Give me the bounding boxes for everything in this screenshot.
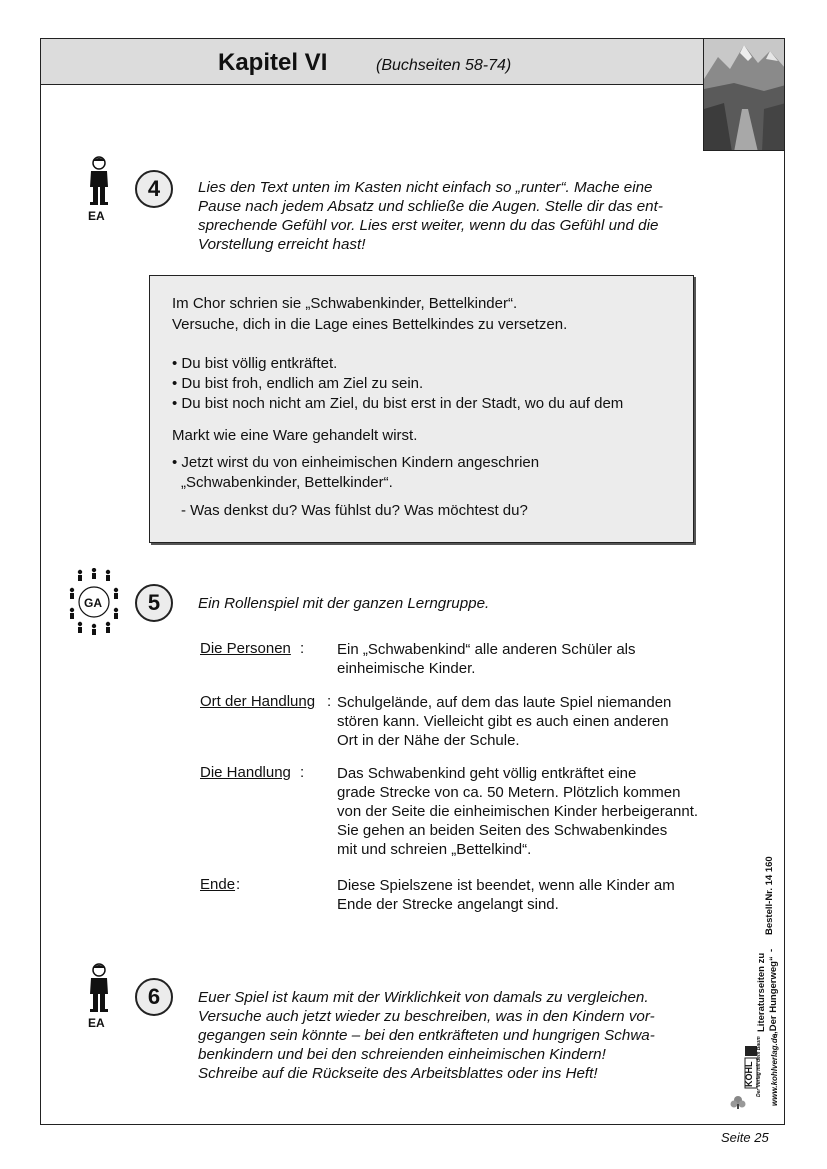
single-work-icon (86, 156, 112, 211)
row-label-handlung: Die Handlung (200, 764, 291, 781)
box-bullet-4-cont: „Schwabenkinder, Bettelkinder“. (181, 474, 393, 491)
box-questions: - Was denkst du? Was fühlst du? Was möchtest du? (181, 502, 528, 519)
task-number-6: 6 (135, 978, 173, 1016)
row-colon: : (300, 640, 305, 657)
row-text-personen: Ein „Schwabenkind“ alle anderen Schüler als einheimische Kinder. (337, 641, 636, 677)
row-label-ort: Ort der Handlung (200, 693, 316, 710)
row-text-ort: Schulgelände, auf dem das laute Spiel niemanden stören kann. Vielleicht gibt es auch einen anderen Ort in der Nähe der Schule. (337, 694, 672, 749)
box-bullet-3-cont: Markt wie eine Ware gehandelt wirst. (172, 427, 418, 444)
box-bullet-3: • Du bist noch nicht am Ziel, du bist erst in der Stadt, wo du auf dem (172, 395, 624, 412)
box-intro-2: Versuche, dich in die Lage eines Bettelkindes zu versetzen. (172, 316, 568, 333)
title-bar (40, 38, 704, 85)
row-label-personen: Die Personen (200, 640, 291, 657)
publisher-url: www.kohlverlag.de (770, 1033, 779, 1106)
task-number-5: 5 (135, 584, 173, 622)
box-bullet-1: • Du bist völlig entkräftet. (172, 355, 338, 372)
ea-badge: EA (88, 209, 105, 223)
row-colon: : (327, 693, 332, 710)
single-work-icon (86, 963, 112, 1018)
row-colon: : (236, 876, 241, 893)
sidebar-title-1: Literaturseiten zu (756, 952, 767, 1032)
row-label-ende: Ende (200, 876, 236, 893)
sidebar-title-2: „Der Hungerweg“ (768, 956, 779, 1036)
row-text-ende: Diese Spielszene ist beendet, wenn alle Kinder am Ende der Strecke angelangt sind. (337, 877, 675, 913)
task5-intro: Ein Rollenspiel mit der ganzen Lerngruppe. (198, 595, 490, 612)
task4-instruction: Lies den Text unten im Kasten nicht einfach so „runter“. Mache eine Pause nach jedem Absatz und schließe die Augen. Stelle dir das ent- sprechende Gefühl vor. Lies erst weiter, wenn du das Gefühl und die Vorstellung erreicht hast! (198, 179, 663, 253)
chapter-subtitle: (Buchseiten 58-74) (376, 57, 512, 74)
mountain-photo (703, 38, 785, 151)
row-text-handlung: Das Schwabenkind geht völlig entkräftet eine grade Strecke von ca. 50 Metern. Plötzlich kommen von der Seite die einheimischen Kinder herbeigerannt. Sie gehen an beiden Seiten des Schwabenkindes mit und schreien „Bettelkind“. (337, 765, 699, 858)
ga-badge: GA (84, 596, 102, 610)
box-bullet-2: • Du bist froh, endlich am Ziel zu sein. (172, 375, 424, 392)
ea-badge: EA (88, 1016, 105, 1030)
page-number: Seite 25 (721, 1130, 769, 1145)
task-number-4: 4 (135, 170, 173, 208)
task6-instruction: Euer Spiel ist kaum mit der Wirklichkeit von damals zu vergleichen. Versuche auch jetzt wieder zu beschreiben, was in den Kindern vor- gegangen sein könnte – bei den entkräfteten und hungrigen Schwa- benkindern und bei den schreienden einheimischen Kindern! Schreibe auf die Rückseite des Arbeitsblattes oder ins Heft! (198, 989, 655, 1082)
publisher-name: KOHL (744, 1061, 754, 1087)
publisher-slogan: Der Verlag mit dem Baum (756, 1036, 762, 1097)
sidebar-dash: - (766, 948, 777, 952)
chapter-title: Kapitel VI (218, 49, 328, 76)
row-colon: : (300, 764, 305, 781)
order-number: Bestell-Nr. 14 160 (764, 856, 775, 935)
box-bullet-4: • Jetzt wirst du von einheimischen Kindern angeschrien (172, 454, 540, 471)
box-intro-1: Im Chor schrien sie „Schwabenkinder, Bettelkinder“. (172, 295, 518, 312)
